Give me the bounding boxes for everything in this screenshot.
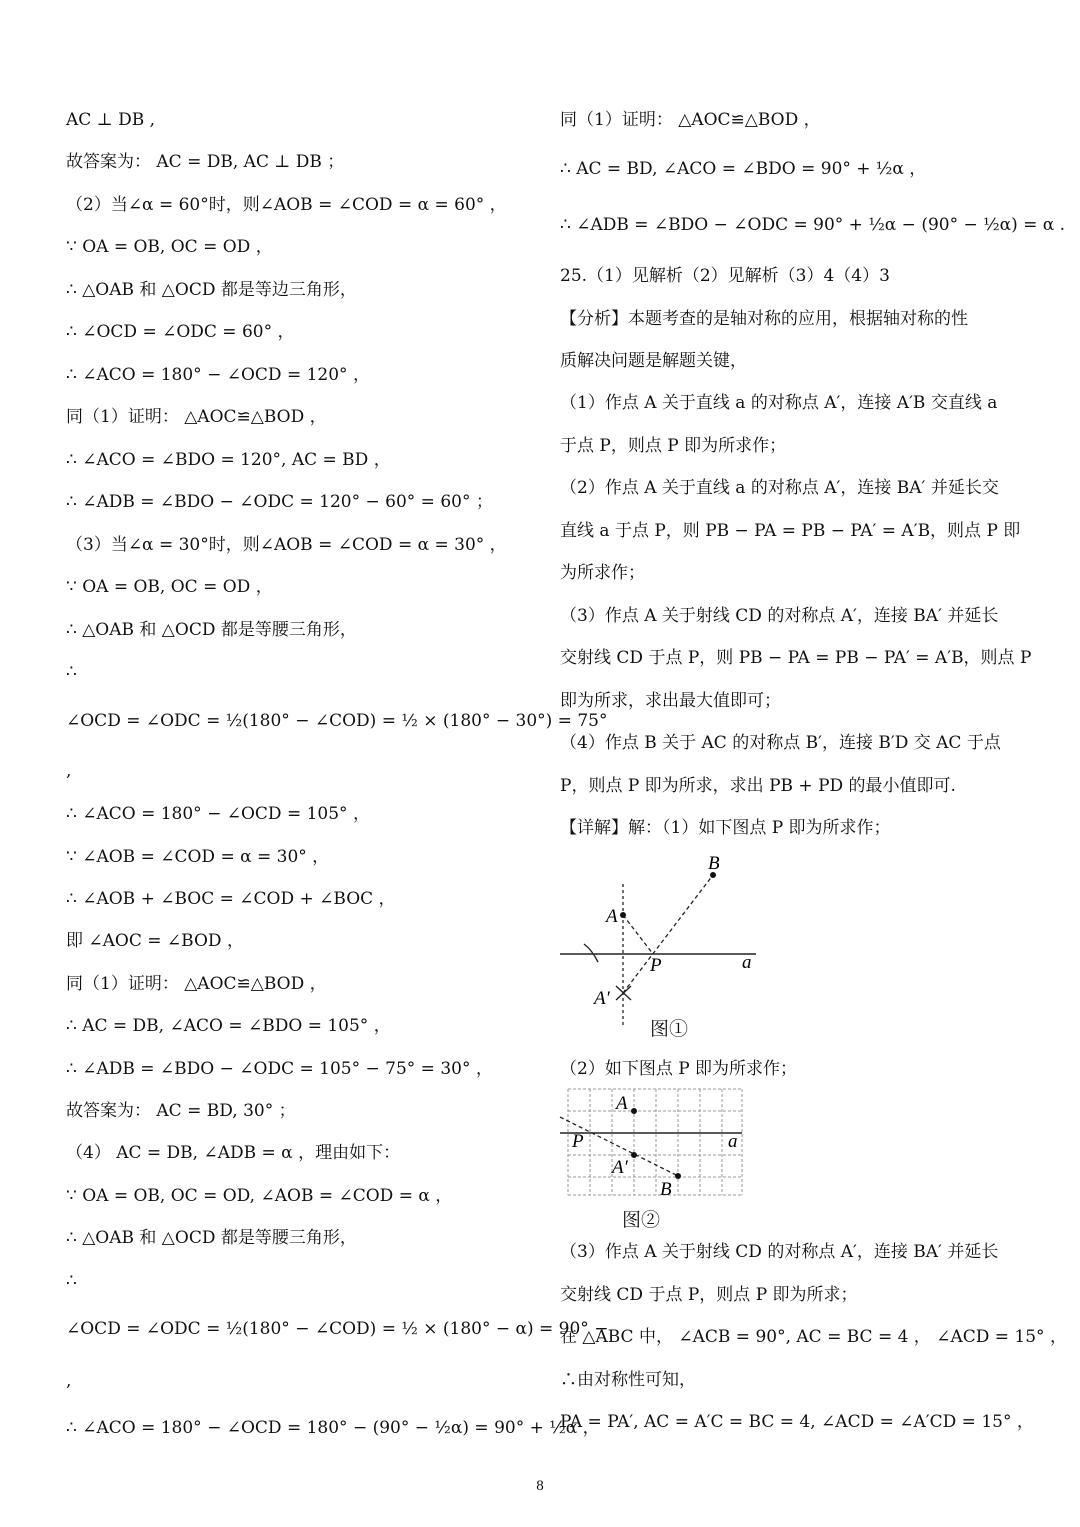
text-line: ∴ ∠OCD = ∠ODC = 60° ， — [66, 322, 295, 342]
text-line: ∠OCD = ∠ODC = ½(180° − ∠COD) = ½ × (180° − α) = 90° − — [66, 1319, 609, 1339]
figure-2 — [556, 1085, 756, 1235]
text-line: ∴ ∠ACO = 180° − ∠OCD = 105° ， — [66, 804, 370, 824]
text-line: 交射线 CD 于点 P，则 PB − PA = PB − PA′ = A′B，则点 P — [560, 648, 1032, 668]
text-line: ∴ AC = BD, ∠ACO = ∠BDO = 90° + ½α ， — [560, 159, 927, 179]
label-a-prime: A′ — [594, 988, 610, 1009]
text-line: ∠OCD = ∠ODC = ½(180° − ∠COD) = ½ × (180° − 30°) = 75° — [66, 711, 608, 731]
text-line: （3）作点 A 关于射线 CD 的对称点 A′，连接 BA′ 并延长 — [560, 606, 999, 626]
grid — [568, 1089, 742, 1195]
label-p: P — [650, 955, 662, 976]
text-line: 为所求作； — [560, 563, 645, 583]
text-line: ∵ ∠AOB = ∠COD = α = 30° ， — [66, 847, 330, 867]
text-line: ∴ ∠ACO = ∠BDO = 120°, AC = BD ， — [66, 450, 391, 470]
text-line: ∴由对称性可知， — [560, 1370, 696, 1390]
text-line: （4）作点 B 关于 AC 的对称点 B′，连接 B′D 交 AC 于点 — [560, 733, 1001, 753]
point-a-prime — [631, 1152, 637, 1158]
text-line: 同（1）证明： △AOC≌△BOD ， — [560, 110, 821, 130]
figure-1 — [556, 850, 766, 1045]
segment-ap — [623, 915, 653, 954]
text-line: （4） AC = DB, ∠ADB = α ，理由如下： — [66, 1143, 401, 1163]
point-a — [620, 912, 626, 918]
text-line: ∴ ∠ACO = 180° − ∠OCD = 120° ， — [66, 365, 370, 385]
label-p: P — [572, 1131, 584, 1152]
figure-1-caption: 图① — [650, 1018, 689, 1040]
text-line: ∴ — [66, 1271, 77, 1291]
text-line: ∴ ∠ACO = 180° − ∠OCD = 180° − (90° − ½α) = 90° + ½α ， — [66, 1418, 600, 1438]
label-a: A — [606, 906, 618, 927]
text-line: ∵ OA = OB, OC = OD ， — [66, 237, 273, 257]
label-b: B — [708, 853, 720, 874]
arc-mark — [584, 944, 598, 962]
text-line: ∴ △OAB 和 △OCD 都是等边三角形， — [66, 280, 357, 300]
text-line: 同（1）证明： △AOC≌△BOD ， — [66, 974, 327, 994]
text-line: ∵ OA = OB, OC = OD, ∠AOB = ∠COD = α ， — [66, 1186, 453, 1206]
text-line: （2）当∠α = 60°时，则∠AOB = ∠COD = α = 60° ， — [66, 195, 507, 215]
text-line: 同（1）证明： △AOC≌△BOD ， — [66, 407, 327, 427]
text-line: 【分析】本题考查的是轴对称的应用，根据轴对称的性 — [560, 309, 968, 329]
text-line: 故答案为： AC = BD, 30° ； — [66, 1101, 296, 1121]
segment-aprime-b — [623, 875, 713, 993]
point-a — [631, 1108, 637, 1114]
text-line: ∴ AC = DB, ∠ACO = ∠BDO = 105° ， — [66, 1016, 391, 1036]
text-line: 直线 a 于点 P，则 PB − PA = PB − PA′ = A′B，则点 P 即 — [560, 521, 1021, 541]
text-line: 质解决问题是解题关键， — [560, 351, 747, 371]
text-line: （3）作点 A 关于射线 CD 的对称点 A′，连接 BA′ 并延长 — [560, 1242, 999, 1262]
text-line: 在 △ABC 中， ∠ACB = 90°, AC = BC = 4 ， ∠ACD = 15° ， — [560, 1327, 1067, 1347]
text-line: ∴ ∠AOB + ∠BOC = ∠COD + ∠BOC ， — [66, 889, 396, 909]
text-line: ∵ OA = OB, OC = OD ， — [66, 577, 273, 597]
label-a-line: a — [742, 952, 752, 973]
point-b — [675, 1173, 681, 1179]
figure-2-caption: 图② — [622, 1209, 661, 1231]
text-line: ∴ ∠ADB = ∠BDO − ∠ODC = 120° − 60° = 60° ； — [66, 492, 493, 512]
text-line: ∴ ∠ADB = ∠BDO − ∠ODC = 105° − 75° = 30° ， — [66, 1059, 493, 1079]
text-line: ∴ ∠ADB = ∠BDO − ∠ODC = 90° + ½α − (90° − ½α) = α . — [560, 215, 1066, 235]
text-line: （2）如下图点 P 即为所求作； — [560, 1059, 798, 1079]
text-line: 交射线 CD 于点 P，则点 P 即为所求； — [560, 1285, 858, 1305]
text-line: AC ⊥ DB , — [66, 110, 156, 130]
text-line: 【详解】解：（1）如下图点 P 即为所求作； — [560, 818, 891, 838]
text-line: ∴ △OAB 和 △OCD 都是等腰三角形， — [66, 620, 357, 640]
text-line: ∴ — [66, 662, 77, 682]
text-line: ∴ △OAB 和 △OCD 都是等腰三角形， — [66, 1228, 357, 1248]
label-a-prime: A′ — [612, 1157, 628, 1178]
text-line: 即 ∠AOC = ∠BOD ， — [66, 931, 244, 951]
text-line: , — [66, 1371, 72, 1391]
text-line: P，则点 P 即为所求，求出 PB + PD 的最小值即可. — [560, 776, 956, 796]
text-line: （2）作点 A 关于直线 a 的对称点 A′，连接 BA′ 并延长交 — [560, 478, 999, 498]
label-b: B — [660, 1179, 672, 1200]
label-a: A — [616, 1093, 628, 1114]
page-number: 8 — [536, 1478, 544, 1494]
text-line: （3）当∠α = 30°时，则∠AOB = ∠COD = α = 30° ， — [66, 535, 507, 555]
label-a-line: a — [728, 1131, 738, 1152]
text-line: , — [66, 761, 72, 781]
text-line: PA = PA′, AC = A′C = BC = 4, ∠ACD = ∠A′CD = 15° ， — [560, 1412, 1034, 1432]
text-line: 即为所求，求出最大值即可； — [560, 691, 781, 711]
text-line: 故答案为： AC = DB, AC ⊥ DB ； — [66, 152, 345, 172]
figure-2-diagram — [556, 1085, 756, 1200]
text-line: 于点 P，则点 P 即为所求作； — [560, 436, 787, 456]
text-line: （1）作点 A 关于直线 a 的对称点 A′，连接 A′B 交直线 a — [560, 393, 998, 413]
text-line: 25.（1）见解析（2）见解析（3）4（4）3 — [560, 266, 890, 286]
